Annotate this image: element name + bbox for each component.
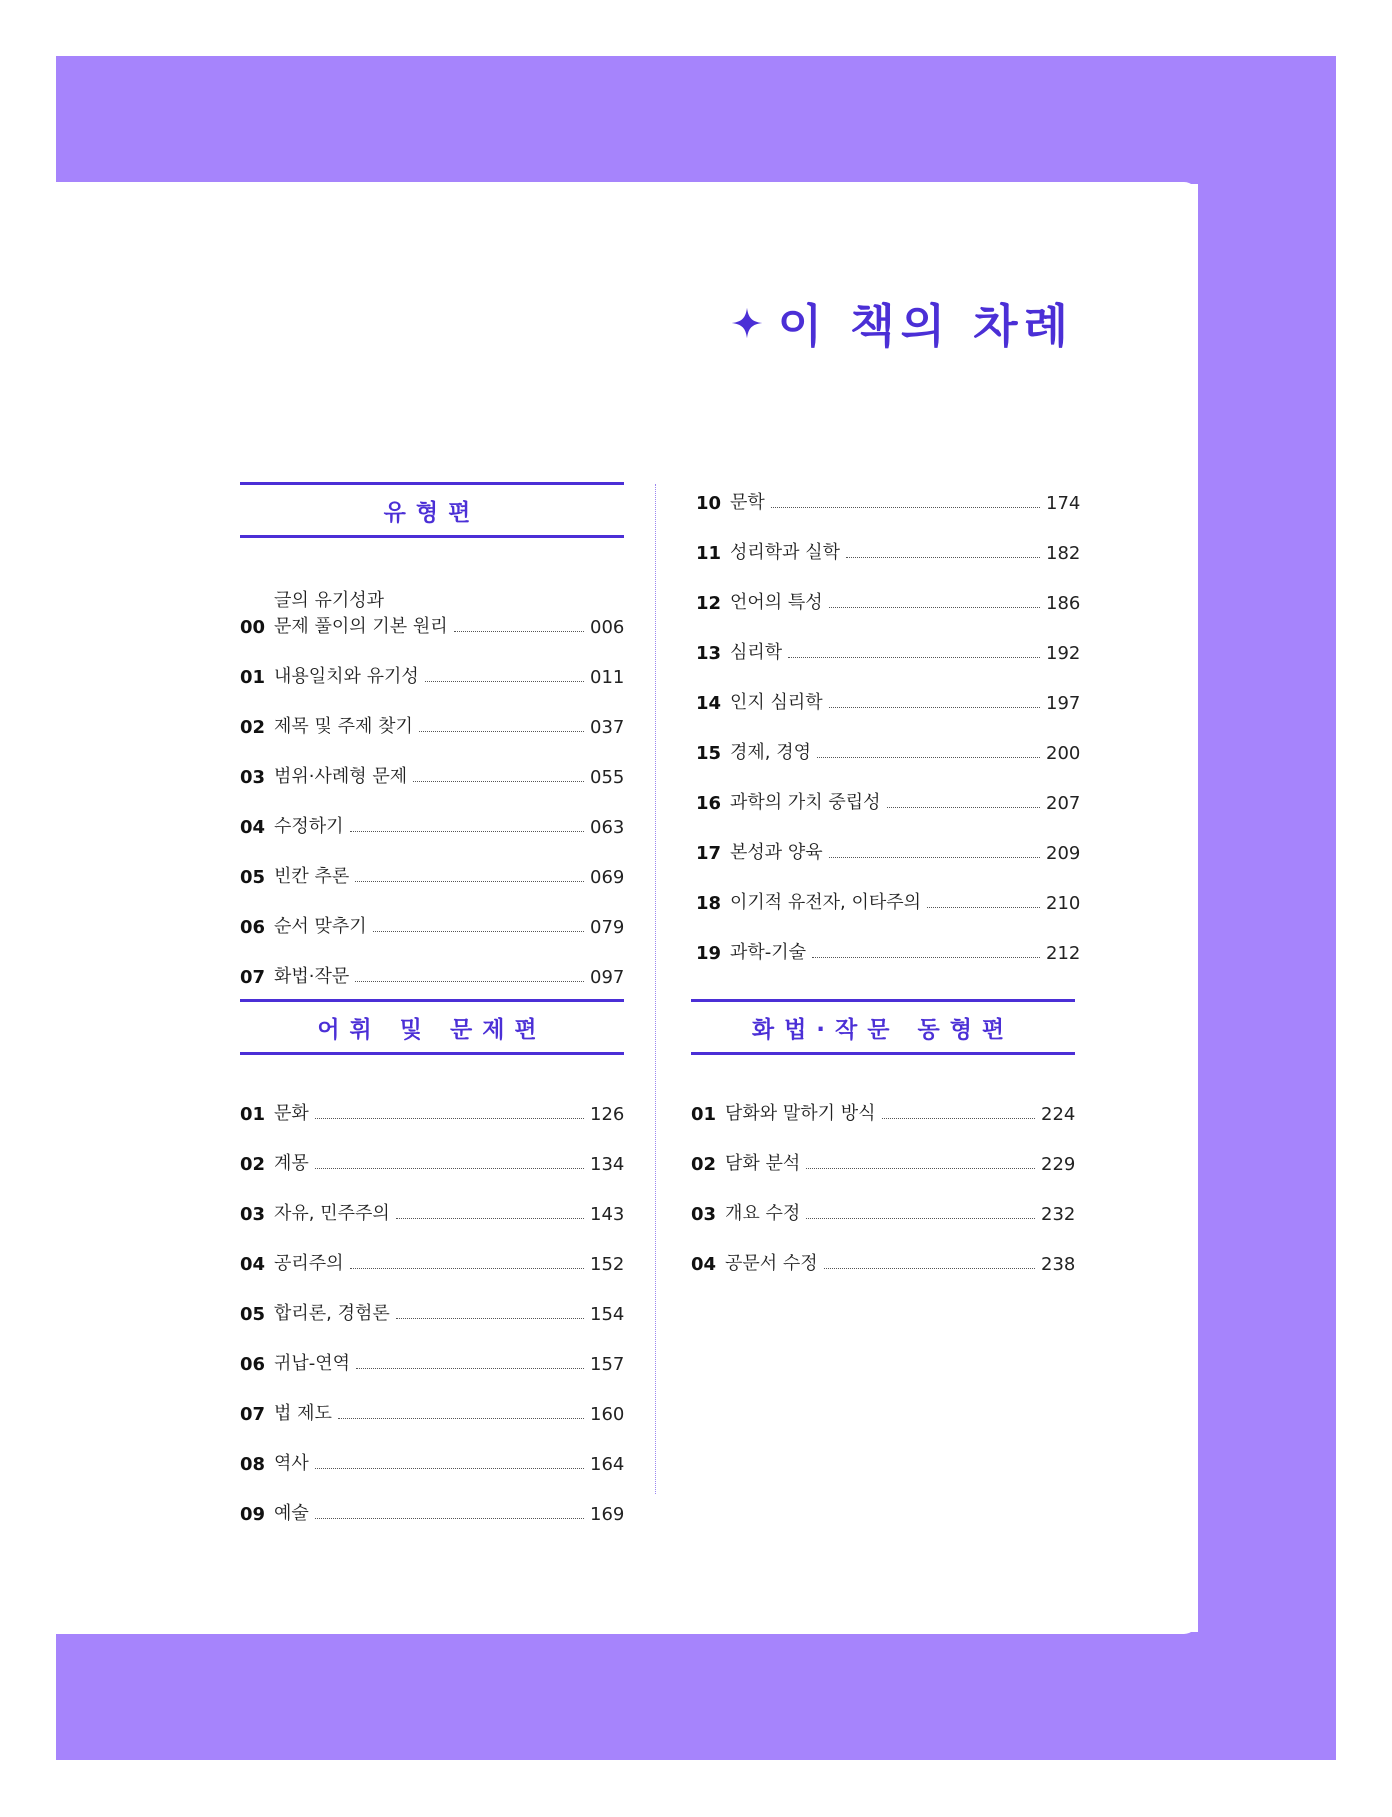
entry-body bbox=[725, 1199, 1075, 1225]
page-number: 079 bbox=[590, 917, 625, 938]
entry-body bbox=[730, 738, 1080, 764]
dot-leader bbox=[806, 1218, 1035, 1219]
entry-body bbox=[274, 1399, 624, 1425]
entry-title: 언어의 특성 bbox=[730, 592, 823, 613]
page-number: 212 bbox=[1046, 943, 1081, 964]
chapter-number: 02 bbox=[691, 1154, 717, 1175]
dot-leader bbox=[315, 1518, 584, 1519]
dot-leader bbox=[882, 1118, 1035, 1119]
page-title bbox=[730, 290, 1074, 356]
entry-body bbox=[730, 588, 1080, 614]
section-heading: 어휘 및 문제편 bbox=[240, 999, 624, 1055]
chapter-number: 13 bbox=[696, 643, 722, 664]
dot-leader bbox=[829, 857, 1040, 858]
page-number: 157 bbox=[590, 1354, 625, 1375]
entry-title: 과학의 가치 중립성 bbox=[730, 792, 881, 813]
chapter-number: 03 bbox=[691, 1204, 717, 1225]
entry-title: 과학-기술 bbox=[730, 942, 807, 963]
dot-leader bbox=[771, 507, 1040, 508]
entry-body bbox=[274, 812, 624, 838]
page-number: 011 bbox=[590, 667, 625, 688]
page-number: 224 bbox=[1041, 1104, 1076, 1125]
page-number: 160 bbox=[590, 1404, 625, 1425]
toc-entry[interactable] bbox=[240, 738, 624, 788]
chapter-number: 16 bbox=[696, 793, 722, 814]
chapter-number: 02 bbox=[240, 717, 266, 738]
chapter-number: 07 bbox=[240, 1404, 266, 1425]
entry-body bbox=[274, 1449, 624, 1475]
entry-title: 빈칸 추론 bbox=[274, 866, 350, 887]
dot-leader bbox=[315, 1468, 584, 1469]
right-color-band bbox=[1198, 182, 1336, 1634]
toc-entry[interactable] bbox=[696, 514, 1080, 564]
entry-line bbox=[730, 588, 1080, 614]
chapter-number: 01 bbox=[240, 1104, 266, 1125]
chapter-number: 07 bbox=[240, 967, 266, 988]
dot-leader bbox=[425, 681, 584, 682]
entry-body bbox=[730, 888, 1080, 914]
entry-line bbox=[274, 1299, 624, 1325]
entry-line bbox=[274, 1149, 624, 1175]
chapter-number: 17 bbox=[696, 843, 722, 864]
entry-line bbox=[274, 612, 624, 638]
entry-title: 자유, 민주주의 bbox=[274, 1203, 390, 1224]
chapter-number: 03 bbox=[240, 767, 266, 788]
entry-body bbox=[730, 788, 1080, 814]
page-number: 232 bbox=[1041, 1204, 1076, 1225]
entry-title: 성리학과 실학 bbox=[730, 542, 841, 563]
entry-body bbox=[274, 1249, 624, 1275]
page-number: 069 bbox=[590, 867, 625, 888]
dot-leader bbox=[887, 807, 1040, 808]
chapter-number: 03 bbox=[240, 1204, 266, 1225]
dot-leader bbox=[355, 981, 584, 982]
page-title-text: 이 책의 차례 bbox=[777, 299, 1074, 353]
entry-line bbox=[725, 1249, 1075, 1275]
entry-body bbox=[274, 1349, 624, 1375]
dot-leader bbox=[396, 1218, 584, 1219]
entry-line bbox=[730, 638, 1080, 664]
entry-line bbox=[725, 1099, 1075, 1125]
entry-title: 인지 심리학 bbox=[730, 692, 823, 713]
entry-title: 담화 분석 bbox=[725, 1153, 801, 1174]
entry-body bbox=[274, 586, 624, 638]
toc-entry[interactable] bbox=[240, 688, 624, 738]
entry-title: 수정하기 bbox=[274, 816, 344, 837]
entry-line bbox=[730, 488, 1080, 514]
page-number: 182 bbox=[1046, 543, 1081, 564]
toc-entry[interactable] bbox=[240, 1075, 624, 1125]
page-number: 063 bbox=[590, 817, 625, 838]
entry-line bbox=[730, 788, 1080, 814]
page-number: 126 bbox=[590, 1104, 625, 1125]
entry-title: 공리주의 bbox=[274, 1253, 344, 1274]
entry-body bbox=[725, 1099, 1075, 1125]
toc-entry[interactable] bbox=[696, 764, 1080, 814]
page-number: 197 bbox=[1046, 693, 1081, 714]
chapter-number: 04 bbox=[691, 1254, 717, 1275]
dot-leader bbox=[419, 731, 584, 732]
entry-line bbox=[274, 1499, 624, 1525]
entry-body bbox=[274, 662, 624, 688]
page-number: 209 bbox=[1046, 843, 1081, 864]
dot-leader bbox=[812, 957, 1040, 958]
entry-title: 귀납-연역 bbox=[274, 1353, 351, 1374]
toc-section-type-continued bbox=[696, 464, 1080, 964]
entry-body bbox=[274, 862, 624, 888]
dot-leader bbox=[396, 1318, 584, 1319]
dot-leader bbox=[806, 1168, 1035, 1169]
entry-title: 화법·작문 bbox=[274, 966, 350, 987]
bottom-color-band bbox=[56, 1632, 1336, 1760]
dot-leader bbox=[413, 781, 584, 782]
page-number: 143 bbox=[590, 1204, 625, 1225]
page-number: 097 bbox=[590, 967, 625, 988]
entry-title: 담화와 말하기 방식 bbox=[725, 1103, 876, 1124]
chapter-number: 05 bbox=[240, 1304, 266, 1325]
entry-line bbox=[274, 862, 624, 888]
chapter-number: 12 bbox=[696, 593, 722, 614]
chapter-number: 05 bbox=[240, 867, 266, 888]
entry-body bbox=[274, 1499, 624, 1525]
toc-entry[interactable] bbox=[240, 638, 624, 688]
dot-leader bbox=[350, 831, 584, 832]
entry-line bbox=[274, 962, 624, 988]
page-number: 169 bbox=[590, 1504, 625, 1525]
page-number: 210 bbox=[1046, 893, 1081, 914]
page-number: 207 bbox=[1046, 793, 1081, 814]
chapter-number: 09 bbox=[240, 1504, 266, 1525]
page-number: 164 bbox=[590, 1454, 625, 1475]
page-number: 134 bbox=[590, 1154, 625, 1175]
dot-leader bbox=[817, 757, 1040, 758]
dot-leader bbox=[788, 657, 1040, 658]
toc-entry[interactable] bbox=[696, 864, 1080, 914]
toc-entry[interactable] bbox=[240, 1475, 624, 1525]
entry-body bbox=[730, 938, 1080, 964]
chapter-number: 04 bbox=[240, 1254, 266, 1275]
chapter-number: 11 bbox=[696, 543, 722, 564]
section-heading: 화법·작문 동형편 bbox=[691, 999, 1075, 1055]
toc-entry[interactable] bbox=[696, 814, 1080, 864]
entry-body bbox=[730, 688, 1080, 714]
chapter-number: 02 bbox=[240, 1154, 266, 1175]
entry-title: 제목 및 주제 찾기 bbox=[274, 716, 413, 737]
entry-body bbox=[274, 962, 624, 988]
toc-entry[interactable] bbox=[240, 1425, 624, 1475]
toc-entry[interactable] bbox=[240, 1175, 624, 1225]
entry-line bbox=[730, 738, 1080, 764]
toc-entry[interactable] bbox=[240, 938, 624, 988]
dot-leader bbox=[829, 707, 1040, 708]
toc-entry[interactable] bbox=[696, 464, 1080, 514]
page-number: 154 bbox=[590, 1304, 625, 1325]
entry-line bbox=[274, 1199, 624, 1225]
entry-title: 공문서 수정 bbox=[725, 1253, 818, 1274]
toc-section-vocabulary bbox=[240, 999, 624, 1525]
column-divider bbox=[655, 484, 656, 1494]
toc-entry[interactable] bbox=[696, 714, 1080, 764]
page-number: 174 bbox=[1046, 493, 1081, 514]
entry-line bbox=[274, 912, 624, 938]
toc-entry[interactable] bbox=[696, 914, 1080, 964]
toc-entry[interactable] bbox=[691, 1175, 1075, 1225]
entry-body bbox=[730, 488, 1080, 514]
dot-leader bbox=[315, 1118, 584, 1119]
entry-line bbox=[274, 1249, 624, 1275]
page-number: 037 bbox=[590, 717, 625, 738]
chapter-number: 08 bbox=[240, 1454, 266, 1475]
chapter-number: 06 bbox=[240, 917, 266, 938]
dot-leader bbox=[338, 1418, 584, 1419]
page-number: 152 bbox=[590, 1254, 625, 1275]
entry-title: 내용일치와 유기성 bbox=[274, 666, 419, 687]
entry-body bbox=[730, 538, 1080, 564]
toc-section-speech-writing bbox=[691, 999, 1075, 1275]
chapter-number: 06 bbox=[240, 1354, 266, 1375]
page-number: 238 bbox=[1041, 1254, 1076, 1275]
dot-leader bbox=[454, 631, 584, 632]
entry-title-line1: 글의 유기성과 bbox=[274, 590, 385, 611]
entry-title: 순서 맞추기 bbox=[274, 916, 367, 937]
dot-leader bbox=[846, 557, 1040, 558]
entry-line bbox=[730, 888, 1080, 914]
entry-title: 이기적 유전자, 이타주의 bbox=[730, 892, 922, 913]
toc-entry[interactable] bbox=[696, 664, 1080, 714]
entry-line bbox=[730, 838, 1080, 864]
entry-body bbox=[274, 762, 624, 788]
dot-leader bbox=[356, 1368, 584, 1369]
entry-line bbox=[274, 662, 624, 688]
entry-body bbox=[274, 1099, 624, 1125]
entry-title: 문학 bbox=[730, 492, 765, 513]
entry-line bbox=[730, 938, 1080, 964]
entry-line bbox=[274, 762, 624, 788]
entry-body bbox=[274, 1299, 624, 1325]
chapter-number: 19 bbox=[696, 943, 722, 964]
chapter-number: 04 bbox=[240, 817, 266, 838]
top-color-band bbox=[56, 56, 1336, 184]
entry-line bbox=[730, 538, 1080, 564]
entry-body bbox=[725, 1249, 1075, 1275]
entry-body bbox=[725, 1149, 1075, 1175]
entry-title: 문화 bbox=[274, 1103, 309, 1124]
entry-line bbox=[730, 688, 1080, 714]
entry-title: 예술 bbox=[274, 1503, 309, 1524]
dot-leader bbox=[829, 607, 1040, 608]
chapter-number: 01 bbox=[691, 1104, 717, 1125]
toc-section-type bbox=[240, 482, 624, 988]
entry-body bbox=[730, 638, 1080, 664]
entry-body bbox=[274, 1199, 624, 1225]
chapter-number: 01 bbox=[240, 667, 266, 688]
dot-leader bbox=[373, 931, 584, 932]
toc-entry[interactable] bbox=[240, 1275, 624, 1325]
entry-title: 경제, 경영 bbox=[730, 742, 811, 763]
page-number: 229 bbox=[1041, 1154, 1076, 1175]
entry-line bbox=[274, 712, 624, 738]
toc-entry[interactable] bbox=[240, 1375, 624, 1425]
chapter-number: 15 bbox=[696, 743, 722, 764]
toc-entry[interactable] bbox=[240, 1225, 624, 1275]
dot-leader bbox=[315, 1168, 584, 1169]
toc-entry[interactable] bbox=[240, 788, 624, 838]
entry-line bbox=[274, 1449, 624, 1475]
toc-entry[interactable] bbox=[240, 838, 624, 888]
toc-entry[interactable] bbox=[691, 1075, 1075, 1125]
entry-title: 합리론, 경험론 bbox=[274, 1303, 390, 1324]
entry-title: 심리학 bbox=[730, 642, 783, 663]
toc-entry[interactable] bbox=[240, 888, 624, 938]
toc-entry[interactable] bbox=[691, 1225, 1075, 1275]
toc-entry[interactable] bbox=[691, 1125, 1075, 1175]
toc-entry[interactable] bbox=[696, 564, 1080, 614]
entry-line bbox=[725, 1199, 1075, 1225]
entry-title: 법 제도 bbox=[274, 1403, 332, 1424]
entry-title: 역사 bbox=[274, 1453, 309, 1474]
chapter-number: 18 bbox=[696, 893, 722, 914]
dot-leader bbox=[927, 907, 1040, 908]
dot-leader bbox=[355, 881, 584, 882]
chapter-number: 10 bbox=[696, 493, 722, 514]
entry-title: 본성과 양육 bbox=[730, 842, 823, 863]
page-number: 192 bbox=[1046, 643, 1081, 664]
entry-body bbox=[730, 838, 1080, 864]
page-number: 186 bbox=[1046, 593, 1081, 614]
entry-title: 문제 풀이의 기본 원리 bbox=[274, 616, 448, 637]
entry-line bbox=[274, 1349, 624, 1375]
dot-leader bbox=[350, 1268, 584, 1269]
chapter-number: 00 bbox=[240, 617, 266, 638]
entry-body bbox=[274, 912, 624, 938]
entry-title: 범위·사례형 문제 bbox=[274, 766, 408, 787]
chapter-number: 14 bbox=[696, 693, 722, 714]
entry-title: 계몽 bbox=[274, 1153, 309, 1174]
entry-line bbox=[274, 1099, 624, 1125]
sparkle-icon bbox=[730, 306, 764, 340]
section-heading: 유형편 bbox=[240, 482, 624, 538]
entry-line bbox=[274, 812, 624, 838]
entry-title: 개요 수정 bbox=[725, 1203, 801, 1224]
toc-entry[interactable] bbox=[240, 1125, 624, 1175]
entry-body bbox=[274, 712, 624, 738]
dot-leader bbox=[824, 1268, 1035, 1269]
page-number: 055 bbox=[590, 767, 625, 788]
page-number: 200 bbox=[1046, 743, 1081, 764]
toc-entry[interactable] bbox=[696, 614, 1080, 664]
entry-line bbox=[274, 1399, 624, 1425]
page-number: 006 bbox=[590, 617, 625, 638]
toc-entry[interactable] bbox=[240, 1325, 624, 1375]
toc-entry[interactable] bbox=[240, 558, 624, 638]
entry-body bbox=[274, 1149, 624, 1175]
entry-line bbox=[725, 1149, 1075, 1175]
